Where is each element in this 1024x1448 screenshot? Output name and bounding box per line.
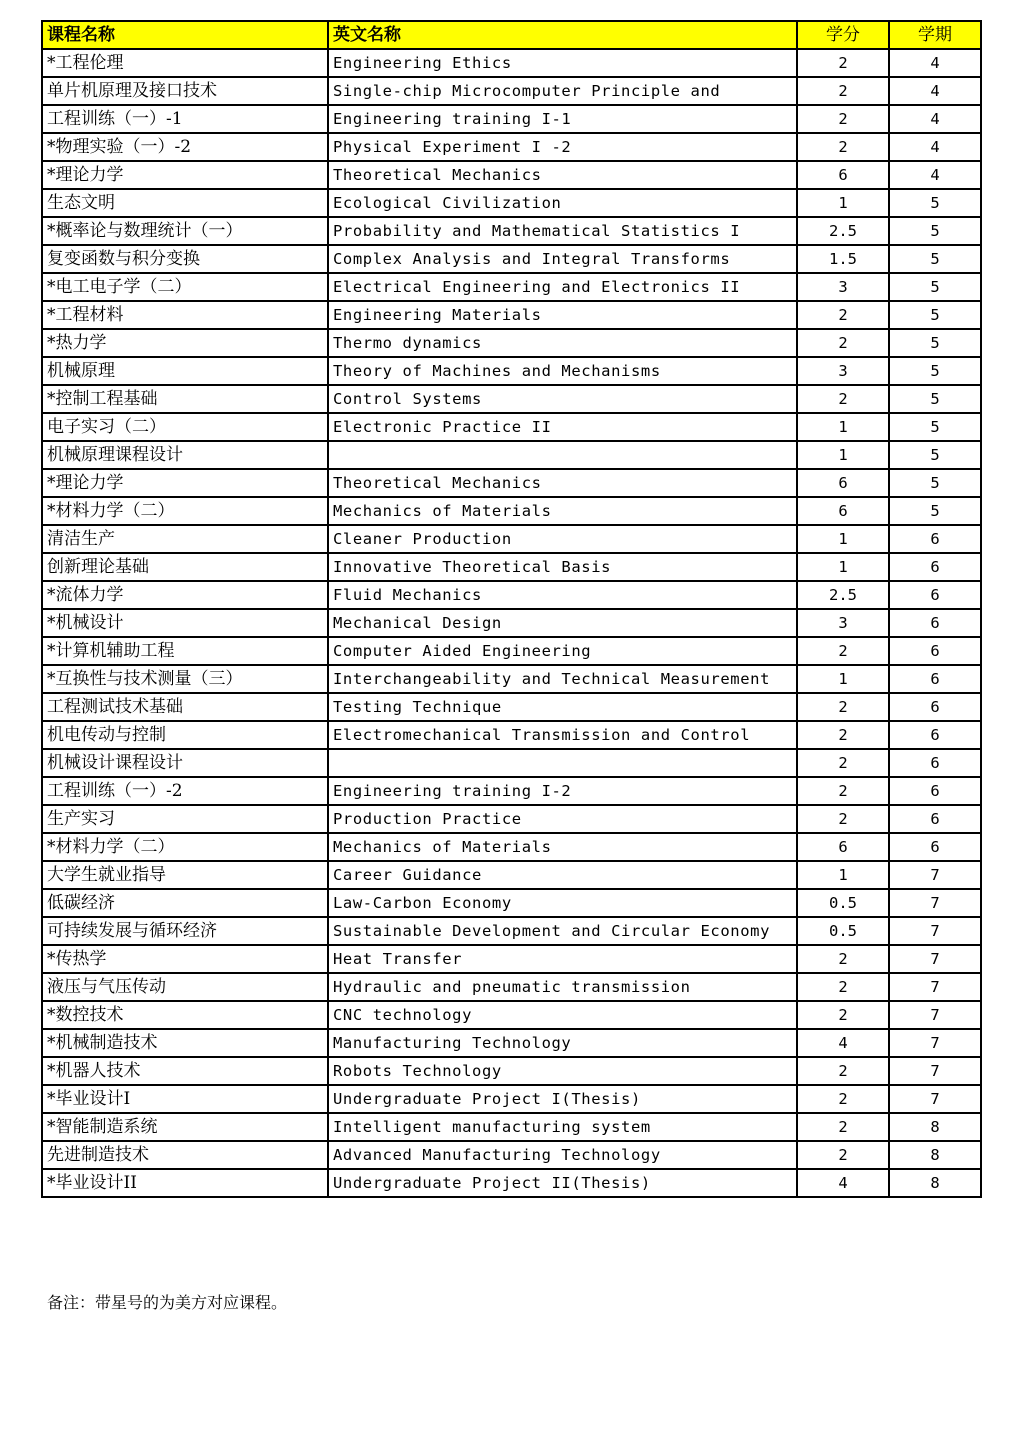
course-cn-name: 可持续发展与循环经济 bbox=[42, 917, 328, 945]
table-row bbox=[42, 105, 981, 133]
table-row bbox=[42, 637, 981, 665]
course-en-name: Cleaner Production bbox=[328, 525, 797, 553]
course-cn-name: *毕业设计I bbox=[42, 1085, 328, 1113]
course-cn-name: 生产实习 bbox=[42, 805, 328, 833]
course-semester: 6 bbox=[889, 637, 981, 665]
course-credits: 2.5 bbox=[797, 581, 889, 609]
course-en-name: Physical Experiment I -2 bbox=[328, 133, 797, 161]
table-row bbox=[42, 805, 981, 833]
table-row bbox=[42, 693, 981, 721]
course-table bbox=[41, 20, 982, 1198]
footnote: 备注：带星号的为美方对应课程。 bbox=[47, 1293, 288, 1312]
table-row bbox=[42, 1029, 981, 1057]
course-semester: 7 bbox=[889, 1085, 981, 1113]
course-credits: 1.5 bbox=[797, 245, 889, 273]
course-en-name: Advanced Manufacturing Technology bbox=[328, 1141, 797, 1169]
course-semester: 7 bbox=[889, 1001, 981, 1029]
course-semester: 8 bbox=[889, 1113, 981, 1141]
course-semester: 7 bbox=[889, 889, 981, 917]
course-en-name: Probability and Mathematical Statistics I bbox=[328, 217, 797, 245]
table-row bbox=[42, 497, 981, 525]
course-cn-name: *机器人技术 bbox=[42, 1057, 328, 1085]
course-cn-name: 机械原理课程设计 bbox=[42, 441, 328, 469]
course-semester: 5 bbox=[889, 301, 981, 329]
table-row bbox=[42, 1057, 981, 1085]
course-credits: 2 bbox=[797, 1001, 889, 1029]
course-cn-name: 电子实习（二） bbox=[42, 413, 328, 441]
table-row bbox=[42, 469, 981, 497]
course-credits: 2 bbox=[797, 385, 889, 413]
course-cn-name: 机械原理 bbox=[42, 357, 328, 385]
table-body bbox=[42, 49, 981, 1197]
course-en-name: Complex Analysis and Integral Transforms bbox=[328, 245, 797, 273]
course-cn-name: 机电传动与控制 bbox=[42, 721, 328, 749]
course-credits: 2 bbox=[797, 49, 889, 77]
course-semester: 4 bbox=[889, 133, 981, 161]
table-row bbox=[42, 553, 981, 581]
course-credits: 3 bbox=[797, 357, 889, 385]
course-en-name: Thermo dynamics bbox=[328, 329, 797, 357]
course-en-name: Interchangeability and Technical Measurement bbox=[328, 665, 797, 693]
course-credits: 2.5 bbox=[797, 217, 889, 245]
course-semester: 4 bbox=[889, 49, 981, 77]
course-credits: 2 bbox=[797, 693, 889, 721]
course-cn-name: 生态文明 bbox=[42, 189, 328, 217]
course-en-name: Mechanical Design bbox=[328, 609, 797, 637]
course-en-name: Mechanics of Materials bbox=[328, 497, 797, 525]
table-row bbox=[42, 1141, 981, 1169]
course-credits: 1 bbox=[797, 189, 889, 217]
table-row bbox=[42, 49, 981, 77]
course-semester: 4 bbox=[889, 105, 981, 133]
course-en-name: Electronic Practice II bbox=[328, 413, 797, 441]
course-en-name: Engineering Ethics bbox=[328, 49, 797, 77]
course-en-name: Theory of Machines and Mechanisms bbox=[328, 357, 797, 385]
table-row bbox=[42, 889, 981, 917]
course-semester: 4 bbox=[889, 77, 981, 105]
course-semester: 5 bbox=[889, 469, 981, 497]
course-credits: 0.5 bbox=[797, 889, 889, 917]
course-en-name: Theoretical Mechanics bbox=[328, 469, 797, 497]
course-credits: 3 bbox=[797, 609, 889, 637]
course-semester: 6 bbox=[889, 609, 981, 637]
course-credits: 4 bbox=[797, 1029, 889, 1057]
course-cn-name: *工程材料 bbox=[42, 301, 328, 329]
course-cn-name: *传热学 bbox=[42, 945, 328, 973]
course-semester: 6 bbox=[889, 525, 981, 553]
course-credits: 1 bbox=[797, 861, 889, 889]
course-credits: 2 bbox=[797, 721, 889, 749]
course-en-name: Engineering Materials bbox=[328, 301, 797, 329]
table-row bbox=[42, 245, 981, 273]
course-cn-name: *数控技术 bbox=[42, 1001, 328, 1029]
course-semester: 6 bbox=[889, 777, 981, 805]
course-cn-name: *控制工程基础 bbox=[42, 385, 328, 413]
table-row bbox=[42, 917, 981, 945]
table-row bbox=[42, 301, 981, 329]
table-row bbox=[42, 609, 981, 637]
course-cn-name: *流体力学 bbox=[42, 581, 328, 609]
course-semester: 7 bbox=[889, 917, 981, 945]
course-en-name: Law-Carbon Economy bbox=[328, 889, 797, 917]
course-en-name: Manufacturing Technology bbox=[328, 1029, 797, 1057]
table-row bbox=[42, 665, 981, 693]
course-cn-name: *电工电子学（二） bbox=[42, 273, 328, 301]
course-semester: 6 bbox=[889, 665, 981, 693]
table-row bbox=[42, 385, 981, 413]
course-en-name bbox=[328, 441, 797, 469]
course-en-name: Robots Technology bbox=[328, 1057, 797, 1085]
course-en-name: Engineering training I-1 bbox=[328, 105, 797, 133]
course-cn-name: *理论力学 bbox=[42, 469, 328, 497]
table-row bbox=[42, 441, 981, 469]
course-en-name: Undergraduate Project II(Thesis) bbox=[328, 1169, 797, 1197]
table-row bbox=[42, 189, 981, 217]
course-cn-name: *智能制造系统 bbox=[42, 1113, 328, 1141]
course-cn-name: 单片机原理及接口技术 bbox=[42, 77, 328, 105]
course-credits: 0.5 bbox=[797, 917, 889, 945]
table-row bbox=[42, 777, 981, 805]
course-en-name: Production Practice bbox=[328, 805, 797, 833]
course-cn-name: *工程伦理 bbox=[42, 49, 328, 77]
table-row bbox=[42, 77, 981, 105]
course-credits: 2 bbox=[797, 749, 889, 777]
course-credits: 3 bbox=[797, 273, 889, 301]
course-cn-name: 大学生就业指导 bbox=[42, 861, 328, 889]
course-cn-name: *热力学 bbox=[42, 329, 328, 357]
course-en-name: Engineering training I-2 bbox=[328, 777, 797, 805]
table-row bbox=[42, 833, 981, 861]
table-row bbox=[42, 1113, 981, 1141]
course-cn-name: *机械设计 bbox=[42, 609, 328, 637]
table-row bbox=[42, 161, 981, 189]
course-cn-name: 工程训练（一）-1 bbox=[42, 105, 328, 133]
header-en-name: 英文名称 bbox=[328, 21, 797, 49]
course-cn-name: 低碳经济 bbox=[42, 889, 328, 917]
table-row bbox=[42, 357, 981, 385]
course-cn-name: 机械设计课程设计 bbox=[42, 749, 328, 777]
course-semester: 5 bbox=[889, 217, 981, 245]
table-row bbox=[42, 945, 981, 973]
course-semester: 5 bbox=[889, 441, 981, 469]
course-en-name: Electrical Engineering and Electronics II bbox=[328, 273, 797, 301]
course-credits: 2 bbox=[797, 945, 889, 973]
course-credits: 6 bbox=[797, 833, 889, 861]
course-credits: 1 bbox=[797, 525, 889, 553]
course-cn-name: *毕业设计II bbox=[42, 1169, 328, 1197]
header-semester: 学期 bbox=[889, 21, 981, 49]
course-semester: 6 bbox=[889, 805, 981, 833]
table-row bbox=[42, 133, 981, 161]
table-row bbox=[42, 721, 981, 749]
table-row bbox=[42, 1169, 981, 1197]
course-semester: 7 bbox=[889, 1057, 981, 1085]
course-en-name: Innovative Theoretical Basis bbox=[328, 553, 797, 581]
table-row bbox=[42, 581, 981, 609]
course-en-name: Ecological Civilization bbox=[328, 189, 797, 217]
course-cn-name: 液压与气压传动 bbox=[42, 973, 328, 1001]
course-semester: 7 bbox=[889, 1029, 981, 1057]
course-cn-name: 复变函数与积分变换 bbox=[42, 245, 328, 273]
course-semester: 5 bbox=[889, 357, 981, 385]
table-row bbox=[42, 1085, 981, 1113]
course-credits: 1 bbox=[797, 553, 889, 581]
course-credits: 2 bbox=[797, 1057, 889, 1085]
course-semester: 7 bbox=[889, 861, 981, 889]
course-credits: 6 bbox=[797, 161, 889, 189]
course-credits: 2 bbox=[797, 105, 889, 133]
course-semester: 5 bbox=[889, 385, 981, 413]
course-cn-name: 创新理论基础 bbox=[42, 553, 328, 581]
course-credits: 2 bbox=[797, 805, 889, 833]
table-row bbox=[42, 217, 981, 245]
course-en-name: Hydraulic and pneumatic transmission bbox=[328, 973, 797, 1001]
course-semester: 6 bbox=[889, 581, 981, 609]
header-cn-name: 课程名称 bbox=[42, 21, 328, 49]
header-row bbox=[42, 21, 981, 49]
course-credits: 1 bbox=[797, 413, 889, 441]
course-cn-name: *理论力学 bbox=[42, 161, 328, 189]
course-credits: 1 bbox=[797, 441, 889, 469]
table-row bbox=[42, 273, 981, 301]
course-credits: 2 bbox=[797, 777, 889, 805]
course-en-name: Mechanics of Materials bbox=[328, 833, 797, 861]
course-credits: 1 bbox=[797, 665, 889, 693]
course-semester: 6 bbox=[889, 693, 981, 721]
course-en-name: Fluid Mechanics bbox=[328, 581, 797, 609]
header-credits: 学分 bbox=[797, 21, 889, 49]
course-semester: 6 bbox=[889, 553, 981, 581]
course-en-name: Computer Aided Engineering bbox=[328, 637, 797, 665]
course-cn-name: *计算机辅助工程 bbox=[42, 637, 328, 665]
course-semester: 5 bbox=[889, 329, 981, 357]
course-cn-name: 工程训练（一）-2 bbox=[42, 777, 328, 805]
table-row bbox=[42, 1001, 981, 1029]
course-en-name: Testing Technique bbox=[328, 693, 797, 721]
course-credits: 4 bbox=[797, 1169, 889, 1197]
course-cn-name: 先进制造技术 bbox=[42, 1141, 328, 1169]
course-credits: 2 bbox=[797, 973, 889, 1001]
course-cn-name: *概率论与数理统计（一） bbox=[42, 217, 328, 245]
course-en-name: Intelligent manufacturing system bbox=[328, 1113, 797, 1141]
course-credits: 2 bbox=[797, 133, 889, 161]
course-credits: 2 bbox=[797, 1113, 889, 1141]
course-credits: 2 bbox=[797, 637, 889, 665]
course-en-name: Control Systems bbox=[328, 385, 797, 413]
course-credits: 2 bbox=[797, 1141, 889, 1169]
course-semester: 5 bbox=[889, 273, 981, 301]
course-credits: 6 bbox=[797, 497, 889, 525]
table-row bbox=[42, 973, 981, 1001]
course-semester: 6 bbox=[889, 833, 981, 861]
course-semester: 8 bbox=[889, 1141, 981, 1169]
course-en-name: CNC technology bbox=[328, 1001, 797, 1029]
course-semester: 8 bbox=[889, 1169, 981, 1197]
course-semester: 5 bbox=[889, 497, 981, 525]
course-en-name: Sustainable Development and Circular Economy bbox=[328, 917, 797, 945]
course-semester: 6 bbox=[889, 749, 981, 777]
course-credits: 2 bbox=[797, 1085, 889, 1113]
course-credits: 2 bbox=[797, 77, 889, 105]
course-en-name: Single-chip Microcomputer Principle and bbox=[328, 77, 797, 105]
table-row bbox=[42, 861, 981, 889]
course-credits: 2 bbox=[797, 329, 889, 357]
course-en-name bbox=[328, 749, 797, 777]
table-row bbox=[42, 525, 981, 553]
course-en-name: Heat Transfer bbox=[328, 945, 797, 973]
course-semester: 5 bbox=[889, 189, 981, 217]
table-header bbox=[42, 21, 981, 49]
table-row bbox=[42, 749, 981, 777]
course-cn-name: *材料力学（二） bbox=[42, 833, 328, 861]
course-semester: 4 bbox=[889, 161, 981, 189]
course-credits: 2 bbox=[797, 301, 889, 329]
table-row bbox=[42, 329, 981, 357]
course-semester: 7 bbox=[889, 945, 981, 973]
course-cn-name: *物理实验（一）-2 bbox=[42, 133, 328, 161]
course-en-name: Theoretical Mechanics bbox=[328, 161, 797, 189]
course-en-name: Undergraduate Project I(Thesis) bbox=[328, 1085, 797, 1113]
course-semester: 5 bbox=[889, 413, 981, 441]
course-cn-name: 清洁生产 bbox=[42, 525, 328, 553]
course-en-name: Electromechanical Transmission and Control bbox=[328, 721, 797, 749]
course-credits: 6 bbox=[797, 469, 889, 497]
course-semester: 7 bbox=[889, 973, 981, 1001]
course-cn-name: *互换性与技术测量（三） bbox=[42, 665, 328, 693]
course-semester: 5 bbox=[889, 245, 981, 273]
course-cn-name: 工程测试技术基础 bbox=[42, 693, 328, 721]
course-cn-name: *机械制造技术 bbox=[42, 1029, 328, 1057]
course-semester: 6 bbox=[889, 721, 981, 749]
course-cn-name: *材料力学（二） bbox=[42, 497, 328, 525]
table-row bbox=[42, 413, 981, 441]
course-en-name: Career Guidance bbox=[328, 861, 797, 889]
